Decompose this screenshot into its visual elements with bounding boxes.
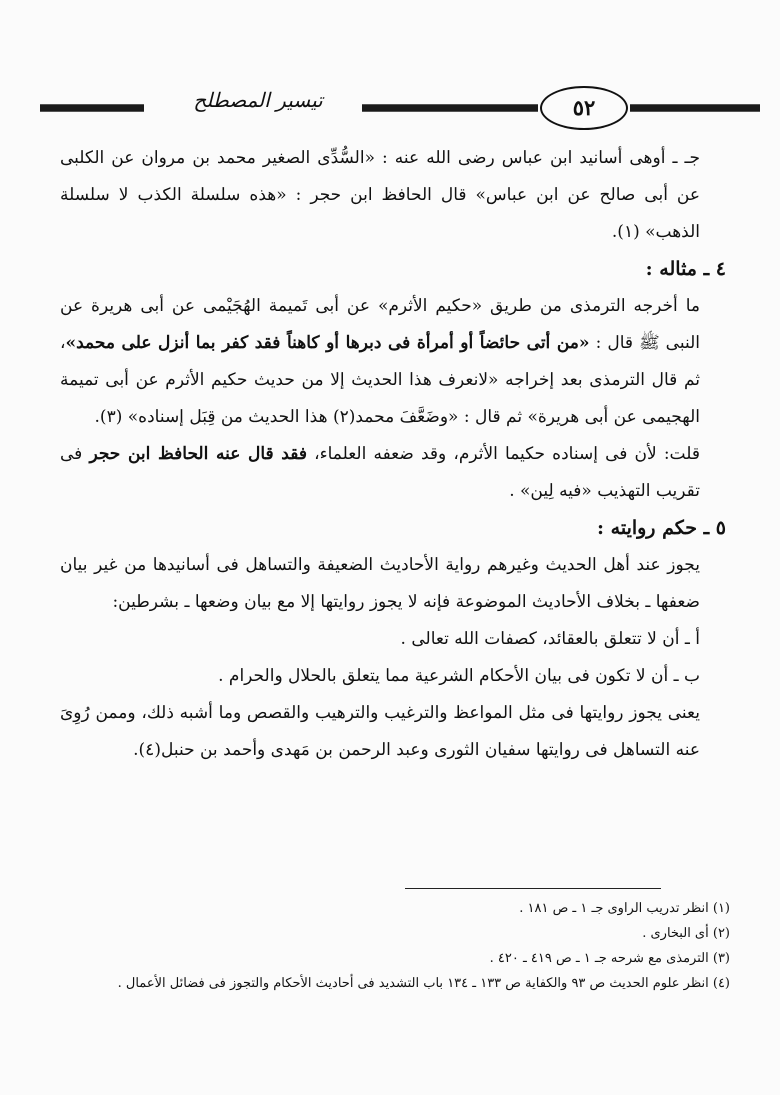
paragraph-comment [60,436,726,510]
page-number: ٥٢ [540,86,628,130]
header-rule-middle [362,104,538,112]
header-rule-right [630,104,760,112]
running-header [40,86,760,132]
footnote-2: (٢) أى البخارى . [642,926,730,941]
condition-b: ب ـ أن لا تكون فى بيان الأحكام الشرعية مما يتعلق بالحلال والحرام . [218,666,700,686]
running-title: تيسير المصطلح [193,88,323,112]
section-heading-example: ٤ ـ مثاله : [645,258,726,280]
footnote-3: (٣) الترمذى مع شرحه جـ ١ ـ ص ٤١٩ ـ ٤٢٠ . [489,951,730,966]
comment-part-1: قلت: لأن فى إسناده حكيما الأثرم، وقد ضعفه العلماء، [306,444,700,464]
condition-a: أ ـ أن لا تتعلق بالعقائد، كصفات الله تعالى . [400,629,700,649]
footnotes [40,896,730,996]
paragraph-meaning: يعنى يجوز روايتها فى مثل المواعظ والترغيب والترهيب والقصص وما أشبه ذلك، وممن رُوِىَ عنه التساهل فى روايتها سفيان الثورى وعبد الرحمن بن مَهدى وأحمد بن حنبل(٤). [60,703,700,760]
hadith-quote: «من أتى حائضاً أو أمرأة فى دبرها أو كاهناً فقد كفر بما أنزل على محمد» [65,333,590,353]
footnote-1: (١) انظر تدريب الراوى جـ ١ ـ ص ١٨١ . [519,901,730,916]
comment-part-3: فى تقريب التهذيب «فيه لِين» . [60,444,700,501]
comment-part-2: فقد قال عنه الحافظ ابن حجر [89,444,307,464]
paragraph-example [60,288,726,436]
footnote-4: (٤) انظر علوم الحديث ص ٩٣ والكفاية ص ١٣٣ ـ ١٣٤ باب التشديد فى أحاديث الأحكام والتجوز فى فضائل الأعمال . [117,976,730,991]
example-continued: ، ثم قال الترمذى بعد إخراجه «لانعرف هذا الحديث إلا من حديث حكيم الأثرم عن أبى تميمة الهجيمى عن أبى هريرة» ثم قال : «وضَعَّفَ محمد(٢) هذا الحديث من قِبَل إسناده» (٣). [60,333,700,427]
main-text [60,140,726,769]
paragraph-asanid: جـ ـ أوهى أسانيد ابن عباس رضى الله عنه : «السُّدِّى الصغير محمد بن مروان عن الكلبى عن أبى صالح عن ابن عباس» قال الحافظ ابن حجر : «هذه سلسلة الكذب لا سلسلة الذهب» (١). [60,148,700,242]
example-intro: ما أخرجه الترمذى من طريق «حكيم الأثرم» عن أبى تَميمة الهُجَيْمى عن أبى هريرة عن النبى ﷺ قال : [60,296,701,353]
section-heading-ruling: ٥ ـ حكم روايته : [597,517,726,539]
paragraph-ruling: يجوز عند أهل الحديث وغيرهم رواية الأحاديث الضعيفة والتساهل فى أسانيدها من غير بيان ضعفها ـ بخلاف الأحاديث الموضوعة فإنه لا يجوز روايتها إلا مع بيان وضعها ـ بشرطين: [60,555,700,612]
header-rule-left [40,104,144,112]
footnote-separator [405,888,661,889]
